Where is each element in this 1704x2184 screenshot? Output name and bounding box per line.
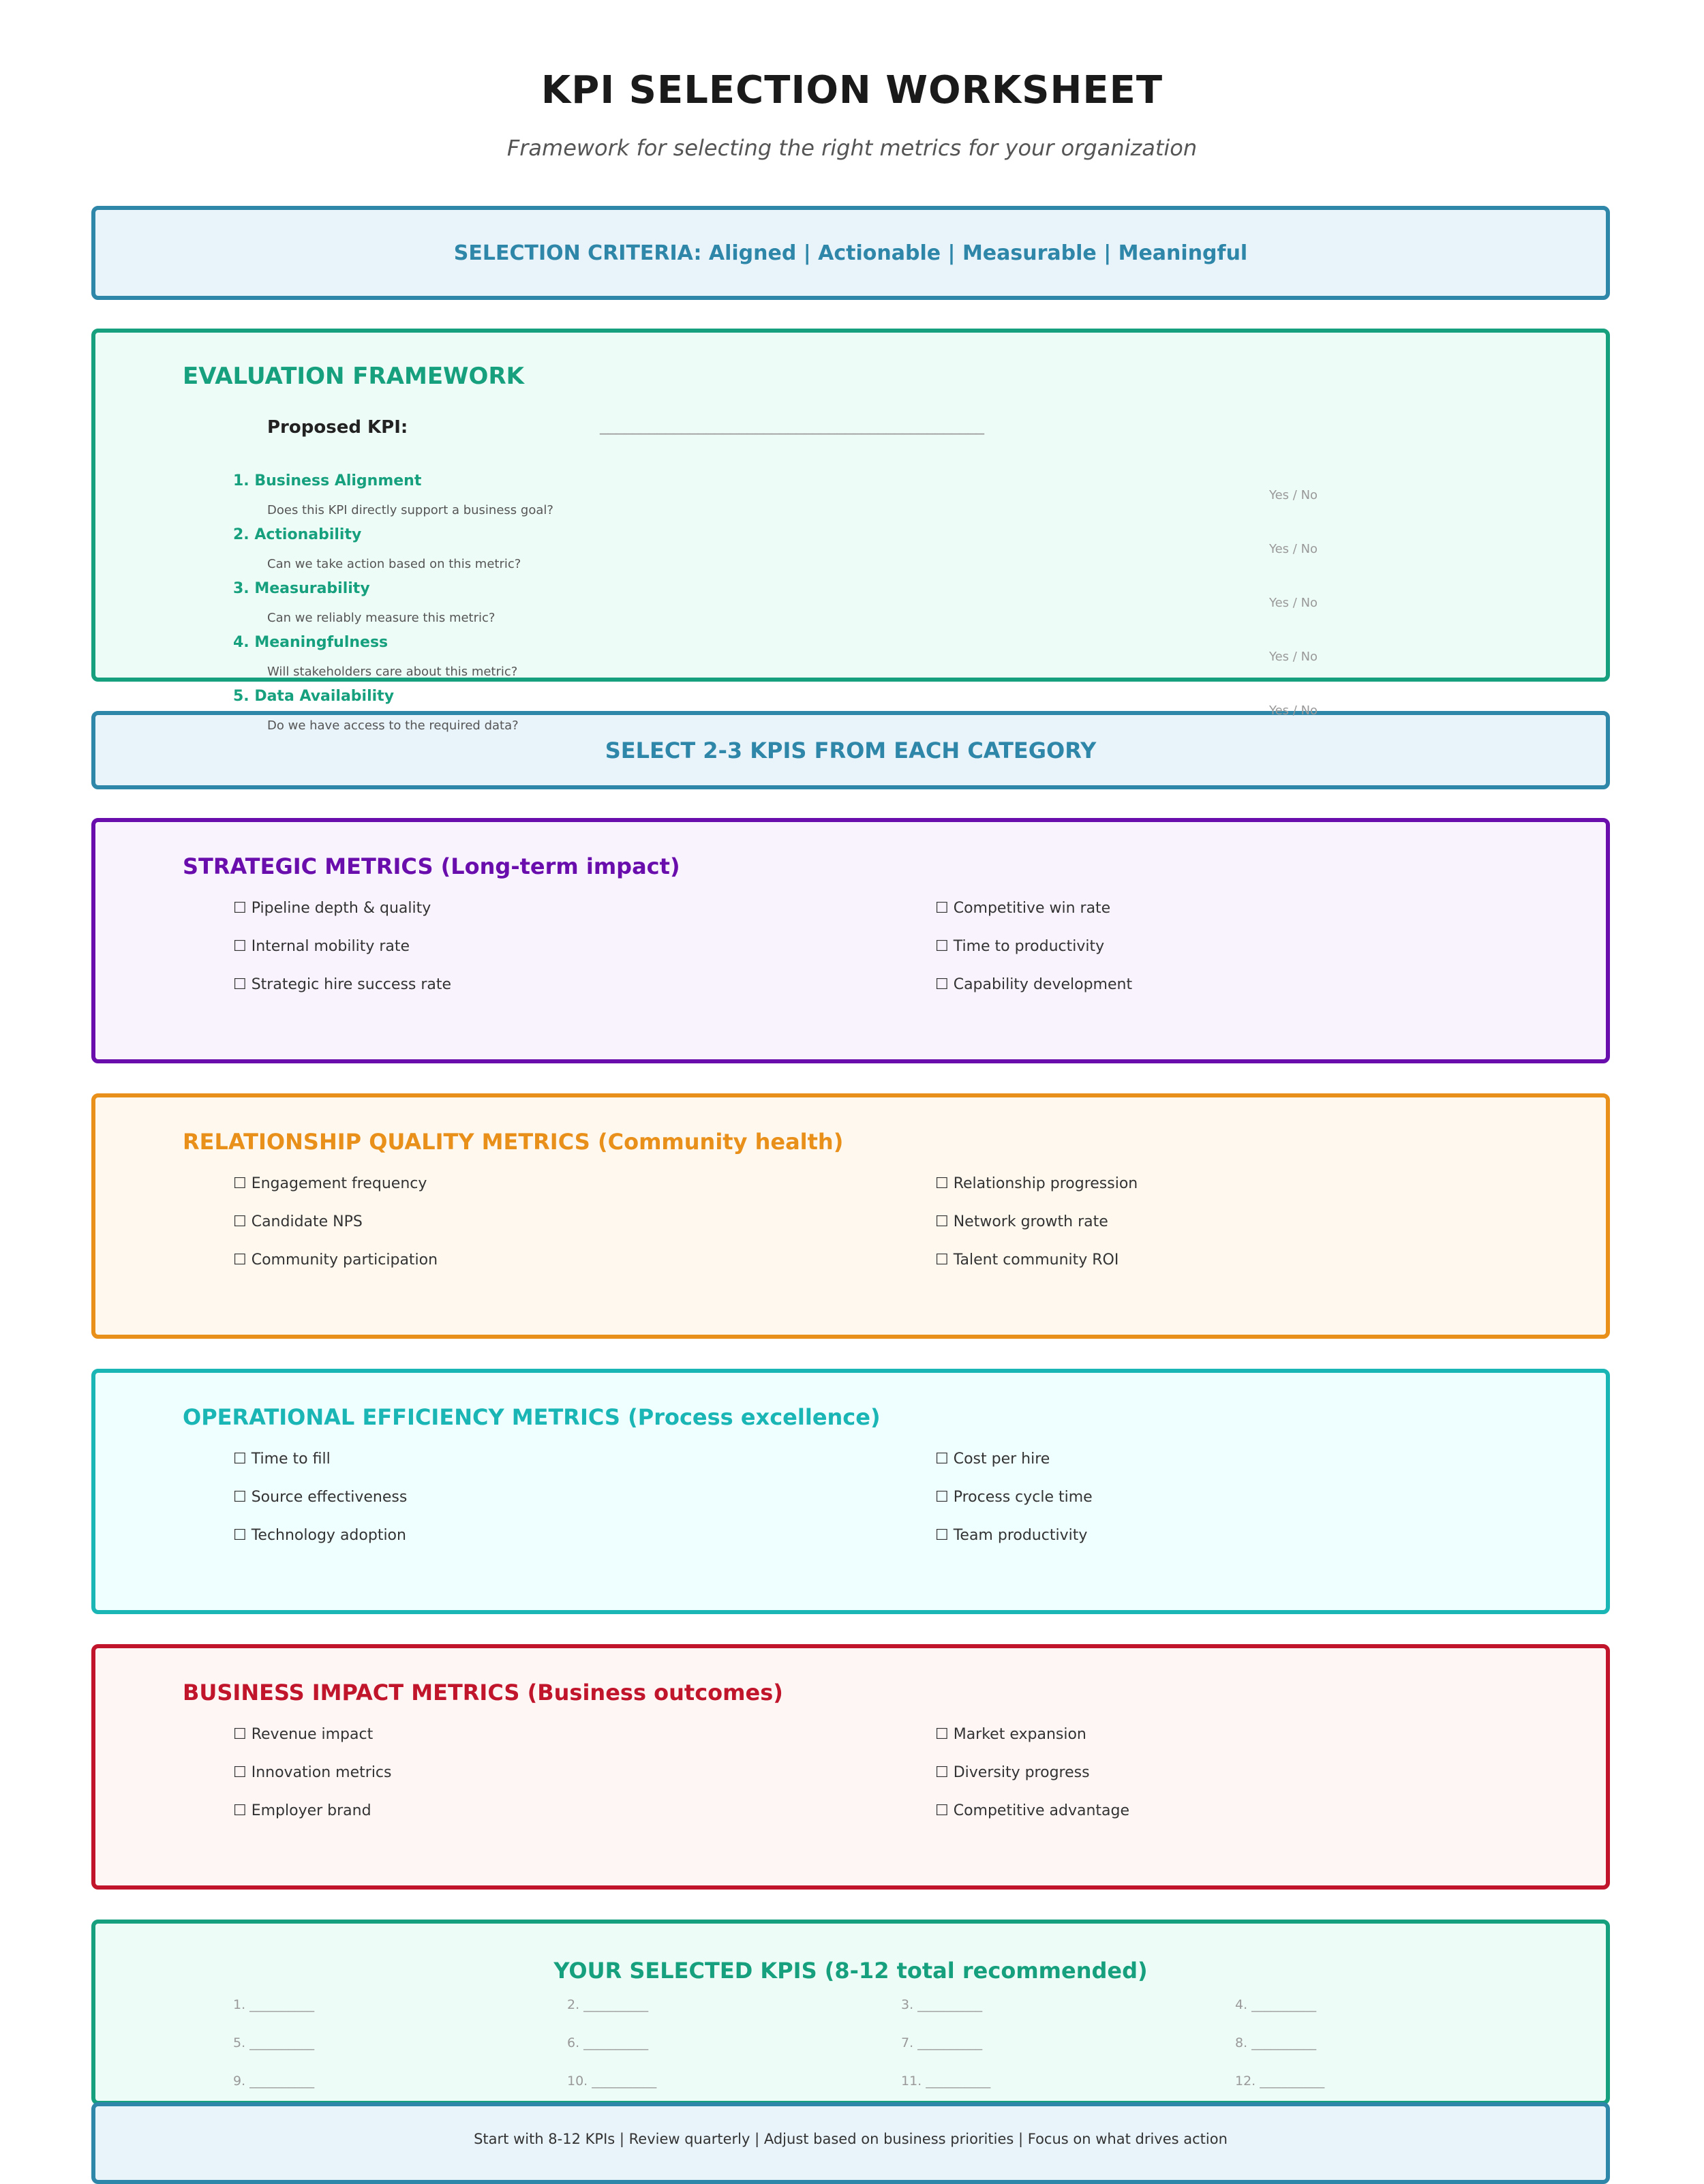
criterion-yes-no[interactable]: Yes / No <box>1269 488 1318 502</box>
kpi-checkbox-item[interactable]: ☐ Network growth rate <box>935 1213 1108 1230</box>
criterion-question: Can we take action based on this metric? <box>267 557 521 571</box>
kpi-checkbox-item[interactable]: ☐ Competitive win rate <box>935 900 1111 917</box>
kpi-checkbox-item[interactable]: ☐ Relationship progression <box>935 1175 1138 1192</box>
kpi-checkbox-item[interactable]: ☐ Community participation <box>233 1252 438 1269</box>
criterion-question: Do we have access to the required data? <box>267 718 519 733</box>
category-title: STRATEGIC METRICS (Long-term impact) <box>183 853 680 879</box>
criterion-yes-no[interactable]: Yes / No <box>1269 703 1318 718</box>
page-subtitle: Framework for selecting the right metrics for your organization <box>506 135 1198 161</box>
kpi-checkbox-item[interactable]: ☐ Innovation metrics <box>233 1764 392 1781</box>
criterion-name: 2. Actionability <box>233 526 362 543</box>
category-title: OPERATIONAL EFFICIENCY METRICS (Process excellence) <box>183 1404 881 1430</box>
select-banner-text: SELECT 2-3 KPIS FROM EACH CATEGORY <box>605 738 1097 763</box>
kpi-checkbox-item[interactable]: ☐ Competitive advantage <box>935 1802 1129 1819</box>
category-title: BUSINESS IMPACT METRICS (Business outcomes) <box>183 1680 783 1705</box>
criteria-banner <box>91 206 1610 300</box>
selected-kpis-title: YOUR SELECTED KPIS (8-12 total recommended) <box>553 1958 1148 1984</box>
proposed-kpi-label: Proposed KPI: <box>267 417 408 438</box>
kpi-checkbox-item[interactable]: ☐ Pipeline depth & quality <box>233 900 431 917</box>
kpi-checkbox-item[interactable]: ☐ Revenue impact <box>233 1726 374 1743</box>
kpi-checkbox-item[interactable]: ☐ Internal mobility rate <box>233 938 410 955</box>
selected-kpi-slot[interactable]: 10. __________ <box>567 2074 657 2089</box>
selected-kpi-slot[interactable]: 11. __________ <box>901 2074 991 2089</box>
selected-kpi-slot[interactable]: 9. __________ <box>233 2074 315 2089</box>
criterion-name: 3. Measurability <box>233 580 370 597</box>
selected-kpi-slot[interactable]: 2. __________ <box>567 1997 649 2012</box>
kpi-checkbox-item[interactable]: ☐ Technology adoption <box>233 1527 406 1544</box>
kpi-checkbox-item[interactable]: ☐ Employer brand <box>233 1802 371 1819</box>
kpi-checkbox-item[interactable]: ☐ Time to fill <box>233 1451 331 1468</box>
category-title: RELATIONSHIP QUALITY METRICS (Community health) <box>183 1129 844 1155</box>
kpi-checkbox-item[interactable]: ☐ Engagement frequency <box>233 1175 427 1192</box>
evaluation-title: EVALUATION FRAMEWORK <box>183 363 524 390</box>
selected-kpi-slot[interactable]: 12. __________ <box>1235 2074 1325 2089</box>
criterion-yes-no[interactable]: Yes / No <box>1269 596 1318 610</box>
selected-kpi-slot[interactable]: 8. __________ <box>1235 2035 1317 2050</box>
page-title: KPI SELECTION WORKSHEET <box>541 68 1163 112</box>
footer-text: Start with 8-12 KPIs | Review quarterly | Adjust based on business priorities | Focus on what drives action <box>474 2131 1228 2147</box>
kpi-checkbox-item[interactable]: ☐ Market expansion <box>935 1726 1086 1743</box>
criteria-banner-text: SELECTION CRITERIA: Aligned | Actionable | Measurable | Meaningful <box>453 241 1248 265</box>
kpi-checkbox-item[interactable]: ☐ Candidate NPS <box>233 1213 363 1230</box>
selected-kpi-slot[interactable]: 4. __________ <box>1235 1997 1317 2012</box>
criterion-yes-no[interactable]: Yes / No <box>1269 650 1318 664</box>
criterion-question: Does this KPI directly support a business goal? <box>267 503 553 517</box>
selected-kpi-slot[interactable]: 5. __________ <box>233 2035 315 2050</box>
criterion-name: 5. Data Availability <box>233 688 395 705</box>
kpi-checkbox-item[interactable]: ☐ Cost per hire <box>935 1451 1050 1468</box>
criterion-question: Can we reliably measure this metric? <box>267 611 496 625</box>
selected-kpi-slot[interactable]: 7. __________ <box>901 2035 983 2050</box>
selected-kpi-slot[interactable]: 6. __________ <box>567 2035 649 2050</box>
criterion-name: 4. Meaningfulness <box>233 634 389 651</box>
kpi-checkbox-item[interactable]: ☐ Time to productivity <box>935 938 1105 955</box>
selected-kpi-slot[interactable]: 3. __________ <box>901 1997 983 2012</box>
criterion-question: Will stakeholders care about this metric? <box>267 665 518 679</box>
kpi-checkbox-item[interactable]: ☐ Team productivity <box>935 1527 1088 1544</box>
kpi-checkbox-item[interactable]: ☐ Strategic hire success rate <box>233 976 452 993</box>
kpi-checkbox-item[interactable]: ☐ Diversity progress <box>935 1764 1090 1781</box>
proposed-kpi-input-line[interactable]: _______________________________________________ <box>600 416 984 435</box>
selected-kpis <box>91 1920 1610 2105</box>
kpi-checkbox-item[interactable]: ☐ Process cycle time <box>935 1489 1093 1506</box>
kpi-checkbox-item[interactable]: ☐ Source effectiveness <box>233 1489 408 1506</box>
criterion-name: 1. Business Alignment <box>233 472 422 489</box>
footer-banner <box>91 2102 1610 2184</box>
kpi-checkbox-item[interactable]: ☐ Talent community ROI <box>935 1252 1119 1269</box>
criterion-yes-no[interactable]: Yes / No <box>1269 542 1318 556</box>
kpi-checkbox-item[interactable]: ☐ Capability development <box>935 976 1133 993</box>
selected-kpi-slot[interactable]: 1. __________ <box>233 1997 315 2012</box>
